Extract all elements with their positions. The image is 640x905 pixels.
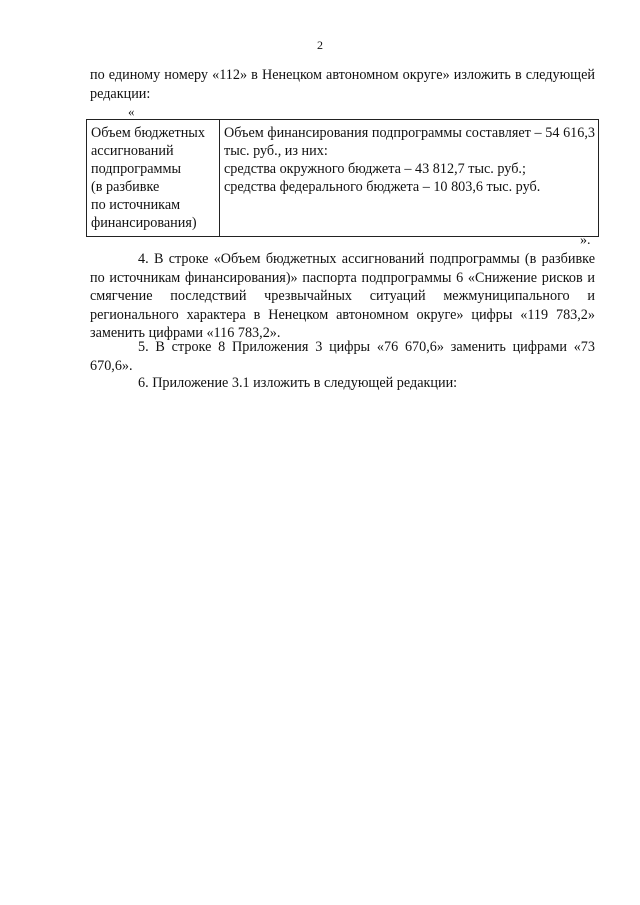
page-number: 2 — [317, 38, 323, 52]
total-funding-text: Объем финансирования подпрограммы составляет – 54 616,3 тыс. руб., из них: — [224, 125, 595, 159]
table-row — [87, 120, 599, 237]
regional-budget-text: средства окружного бюджета – 43 812,7 тыс. руб.; — [224, 161, 526, 177]
item-4-paragraph: 4. В строке «Объем бюджетных ассигнований подпрограммы (в разбивке по источникам финансирования)» паспорта подпрограммы 6 «Снижение рисков и смягчение последствий чрезвычайных ситуаций межмуниципального и регионального характера в Ненецком автономном округе» цифры «119 783,2» заменить цифрами «116 783,2». — [90, 251, 595, 341]
intro-paragraph: по единому номеру «112» в Ненецком автономном округе» изложить в следующей редакции: — [90, 67, 595, 102]
label-line: (в разбивке — [91, 179, 160, 195]
item-5-paragraph: 5. В строке 8 Приложения 3 цифры «76 670,6» заменить цифрами «73 670,6». — [90, 339, 595, 374]
closing-quote: ». — [580, 233, 591, 248]
item-6-paragraph: 6. Приложение 3.1 изложить в следующей редакции: — [138, 375, 458, 391]
passport-table — [86, 119, 599, 237]
row-value-cell — [220, 120, 599, 237]
label-line: по источникам — [91, 197, 181, 213]
federal-budget-text: средства федерального бюджета – 10 803,6 тыс. руб. — [224, 179, 541, 195]
label-line: подпрограммы — [91, 161, 181, 177]
label-line: Объем бюджетных — [91, 125, 205, 141]
row-label-cell — [87, 120, 220, 237]
label-line: ассигнований — [91, 143, 174, 159]
opening-quote: « — [128, 104, 135, 119]
label-line: финансирования) — [91, 215, 197, 231]
